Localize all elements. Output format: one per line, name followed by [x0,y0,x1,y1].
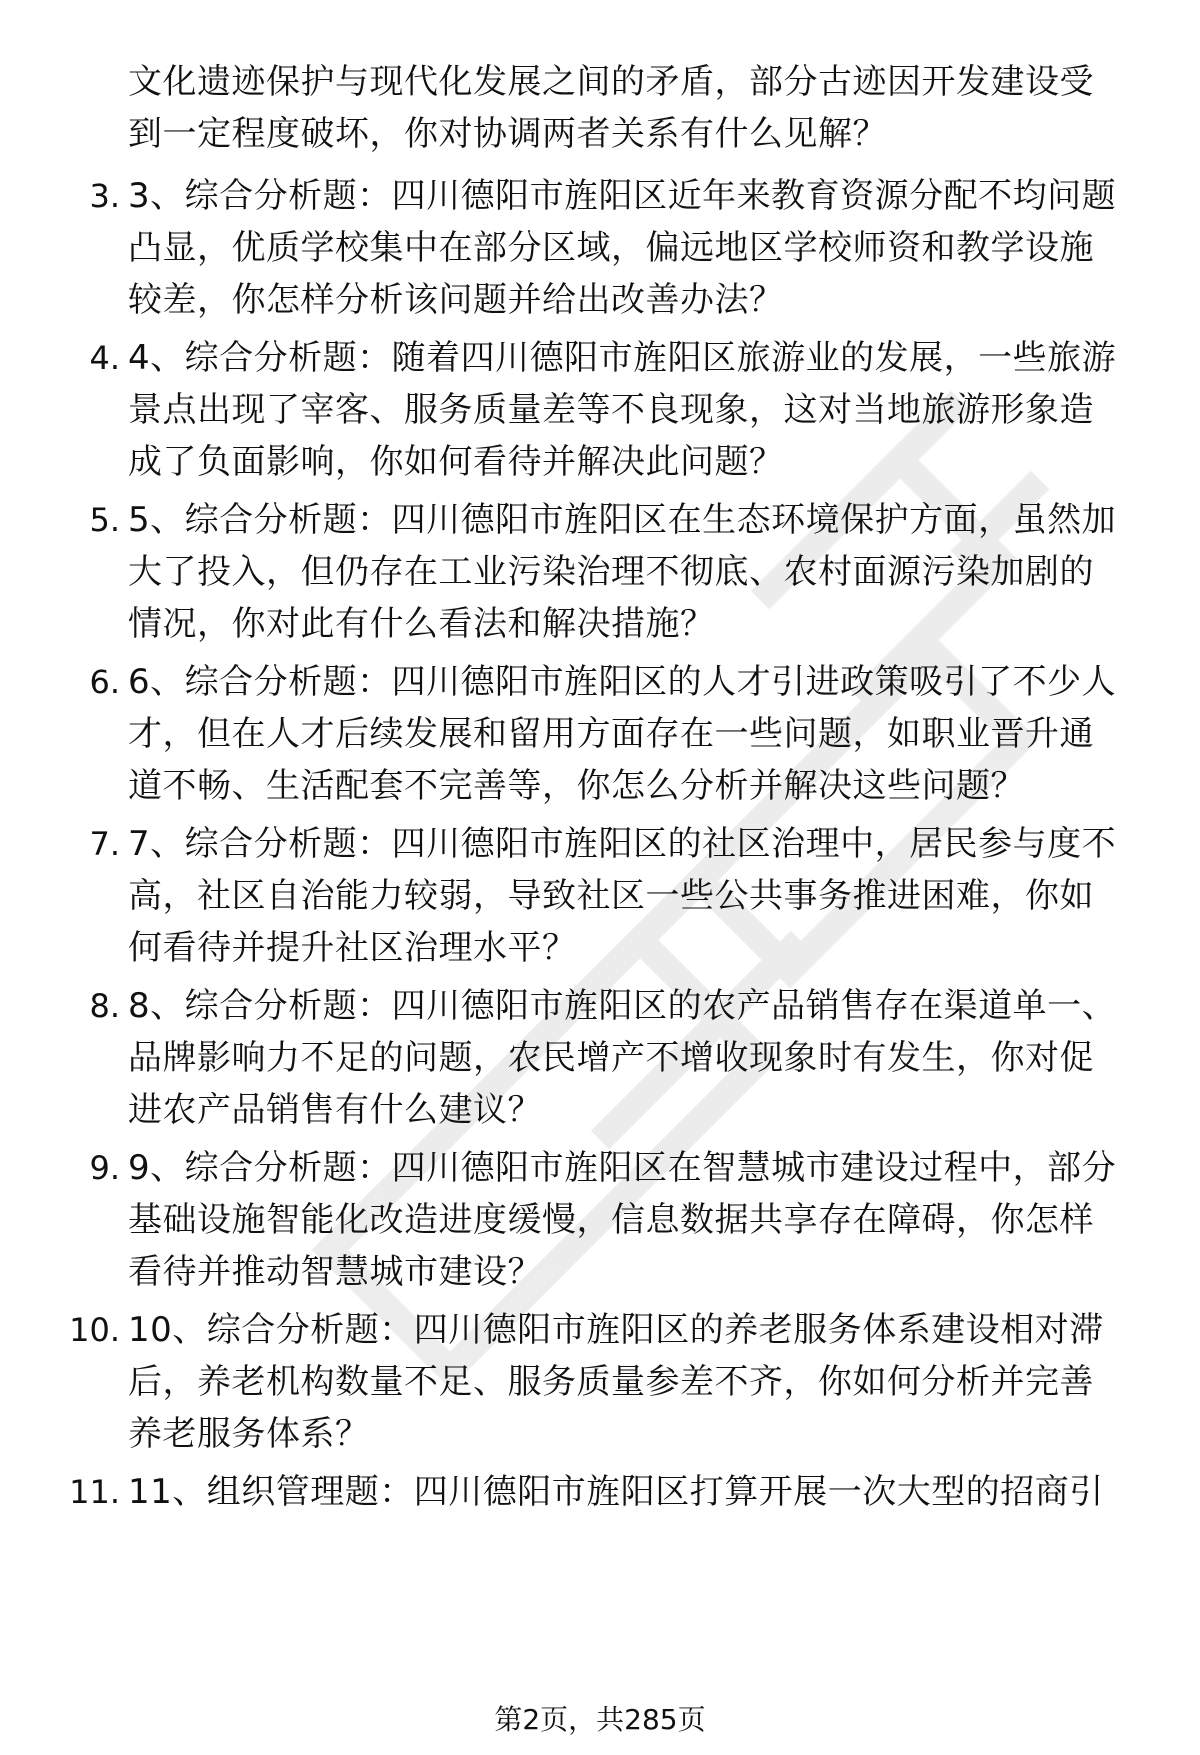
text-line: 10、综合分析题：四川德阳市旌阳区的养老服务体系建设相对滞 [128,1310,1104,1350]
page-number-footer: 第2页，共285页 [494,1703,706,1736]
text-line: 3、综合分析题：四川德阳市旌阳区近年来教育资源分配不均问题 [128,176,1117,216]
item-number: 9. [89,1149,120,1187]
text-line: 成了负面影响，你如何看待并解决此问题？ [128,442,784,482]
text-line: 才，但在人才后续发展和留用方面存在一些问题，如职业晋升通 [128,714,1094,754]
item-text [128,1466,1158,1518]
text-line: 7、综合分析题：四川德阳市旌阳区的社区治理中，居民参与度不 [128,824,1117,864]
item-number [0,1628,120,1680]
item-number: 8. [89,987,120,1025]
item-number: 3. [89,177,120,215]
item-text [128,1304,1158,1460]
item-text [128,818,1158,974]
text-line: 11、组织管理题：四川德阳市旌阳区打算开展一次大型的招商引 [128,1472,1104,1512]
text-line: 凸显，优质学校集中在部分区域，偏远地区学校师资和教学设施 [128,228,1094,268]
item-text [128,656,1158,812]
continuation-text [128,56,1158,160]
text-line: 9、综合分析题：四川德阳市旌阳区在智慧城市建设过程中，部分 [128,1148,1117,1188]
text-line: 4、综合分析题：随着四川德阳市旌阳区旅游业的发展，一些旅游 [128,338,1117,378]
text-line: 情况，你对此有什么看法和解决措施？ [128,604,715,644]
item-number: 5. [89,501,120,539]
item-text [128,494,1158,650]
text-line: 到一定程度破坏，你对协调两者关系有什么见解？ [128,114,887,154]
item-number: 11. [69,1473,120,1511]
text-line: 5、综合分析题：四川德阳市旌阳区在生态环境保护方面，虽然加 [128,500,1117,540]
item-number: 7. [89,825,120,863]
text-line: 基础设施智能化改造进度缓慢，信息数据共享存在障碍，你怎样 [128,1200,1094,1240]
text-line: 道不畅、生活配套不完善等，你怎么分析并解决这些问题？ [128,766,1025,806]
text-line: 养老服务体系？ [128,1414,370,1454]
item-text [128,1142,1158,1298]
item-number: 6. [89,663,120,701]
text-line: 8、综合分析题：四川德阳市旌阳区的农产品销售存在渠道单一、 [128,986,1117,1026]
text-line: 高，社区自治能力较弱，导致社区一些公共事务推进困难，你如 [128,876,1094,916]
text-line: 看待并推动智慧城市建设？ [128,1252,542,1292]
item-text [128,332,1158,488]
item-text [128,170,1158,326]
item-number: 10. [69,1311,120,1349]
text-line: 品牌影响力不足的问题，农民增产不增收现象时有发生，你对促 [128,1038,1094,1078]
text-line: 6、综合分析题：四川德阳市旌阳区的人才引进政策吸引了不少人 [128,662,1117,702]
text-line: 景点出现了宰客、服务质量差等不良现象，这对当地旅游形象造 [128,390,1094,430]
item-number: 4. [89,339,120,377]
text-line: 文化遗迹保护与现代化发展之间的矛盾，部分古迹因开发建设受 [128,62,1094,102]
text-line: 后，养老机构数量不足、服务质量参差不齐，你如何分析并完善 [128,1362,1094,1402]
item-text [128,980,1158,1136]
text-line: 大了投入，但仍存在工业污染治理不彻底、农村面源污染加剧的 [128,552,1094,592]
text-line: 进农产品销售有什么建议？ [128,1090,542,1130]
text-line: 何看待并提升社区治理水平？ [128,928,577,968]
text-line: 较差，你怎样分析该问题并给出改善办法？ [128,280,784,320]
